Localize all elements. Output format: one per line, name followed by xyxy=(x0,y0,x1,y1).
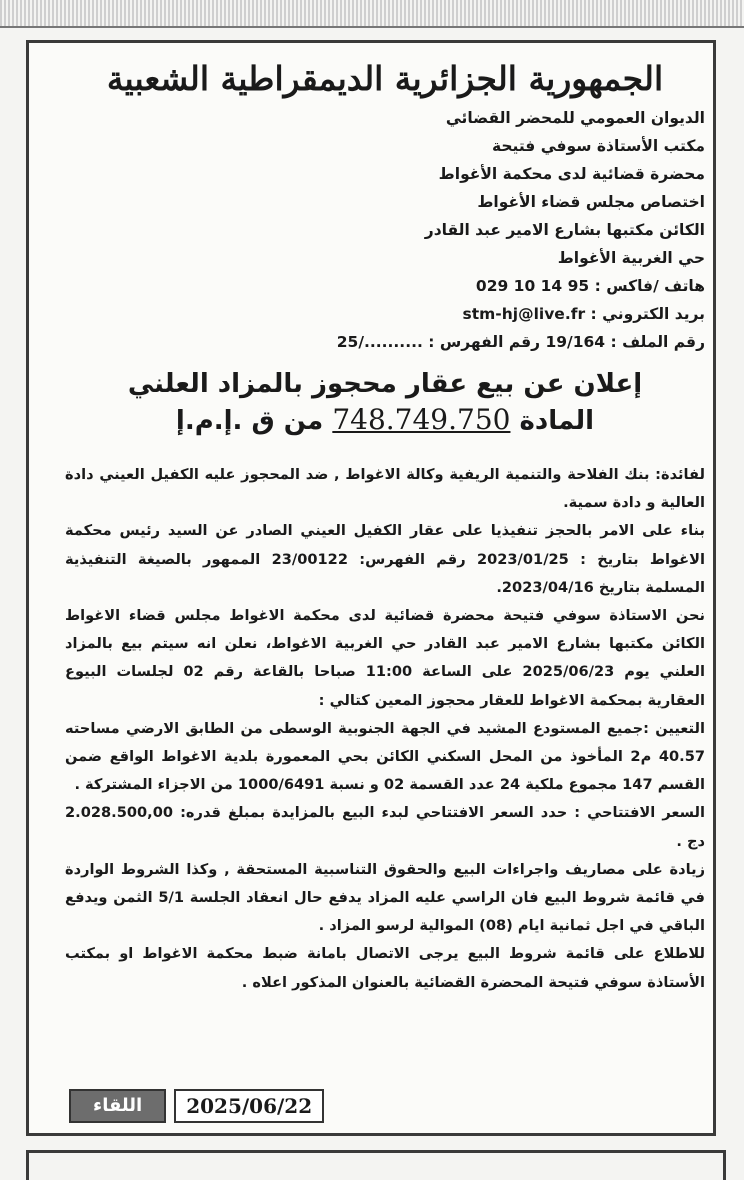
office-line-6: حي الغربية الأغواط xyxy=(557,249,705,267)
office-line-3: محضرة قضائية لدى محكمة الأغواط xyxy=(438,165,705,183)
body-paragraph-order: بناء على الامر بالحجز تنفيذيا على عقار الكفيل العيني الصادر عن السيد رئيس محكمة الاغواط بتاريخ : 2023/01/25 رقم الفهرس: 23/00122 الممهور بالصيغة التنفيذية المسلمة بتاريخ 2023/04/16. xyxy=(65,522,705,596)
phone-label: هاتف /فاكس : xyxy=(594,277,705,295)
email-line xyxy=(65,300,705,328)
email-label: بريد الكتروني : xyxy=(590,305,705,323)
phone-line xyxy=(65,272,705,300)
file-label: رقم الملف : xyxy=(610,333,705,351)
office-line-1: الديوان العمومي للمحضر القضائي xyxy=(445,109,705,127)
body-paragraph-beneficiary: لفائدة: بنك الفلاحة والتنمية الريفية وكالة الاغواط , ضد المحجوز عليه الكفيل العيني دادة العالية و دادة سمية. xyxy=(65,466,705,512)
article-number: 748.749.750 xyxy=(332,403,511,436)
publication-date: 2025/06/22 xyxy=(174,1089,324,1123)
office-line-2: مكتب الأستاذة سوفي فتيحة xyxy=(491,137,705,155)
body-paragraph-contact: للاطلاع على قائمة شروط البيع يرجى الاتصال بامانة ضبط محكمة الاغواط او بمكتب الأستاذة سوفي فتيحة المحضرة القضائية بالعنوان المذكور اعلاه . xyxy=(65,945,705,991)
body-paragraph-designation: التعيين :جميع المستودع المشيد في الجهة الجنوبية الوسطى من الطابق الارضي مساحته 40.57 م2 المأخوذ من المحل السكني الكائن بحي المعمورة بلدية الاغواط الواقع ضمن القسم 147 مجموع ملكية 24 عدد القسمة 02 و نسبة 1000/6491 من الاجزاء المشتركة . xyxy=(65,719,706,794)
publication-footer xyxy=(69,1089,324,1123)
index-label: رقم الفهرس : xyxy=(428,333,541,351)
republic-title: الجمهورية الجزائرية الديمقراطية الشعبية xyxy=(106,59,664,98)
office-line-4: اختصاص مجلس قضاء الأغواط xyxy=(477,193,705,211)
body-paragraph-auction: نحن الاستاذة سوفي فتيحة محضرة قضائية لدى محكمة الاغواط مجلس قضاء الاغواط الكائن مكتبها بشارع الامير عبد القادر حي الغربية الاغواط، نعلن انه سيتم بيع بالمزاد العلني يوم 2025/06/23 على الساعة 11:00 صباحا بالقاعة رقم 02 لجلسات البيوع العقارية بمحكمة الاغواط للعقار محجوز المعين كتالي : xyxy=(65,607,705,709)
body-paragraph-fees: زيادة على مصاريف واجراءات البيع والحقوق التناسبية المستحقة , وكذا الشروط الواردة في قائمة شروط البيع فان الراسي عليه المزاد يدفع حال انعقاد الجلسة 5/1 الثمن ويدفع الباقي في اجل ثمانية ايام (08) الموالية لرسو المزاد . xyxy=(65,860,705,935)
email-value: stm-hj@live.fr xyxy=(462,305,586,323)
announcement-frame xyxy=(26,40,716,1136)
body-paragraph-price: السعر الافتتاحي : حدد السعر الافتتاحي لبدء البيع بالمزايدة بمبلغ قدره: 2.028.500,00 دج . xyxy=(65,804,705,850)
next-notice-edge xyxy=(26,1150,726,1180)
article-label: المادة xyxy=(519,406,595,436)
top-rule xyxy=(0,0,744,28)
newspaper-name: اللقاء xyxy=(69,1089,166,1123)
index-value: 25/.......... xyxy=(336,333,423,351)
file-line xyxy=(65,328,705,356)
announcement-content xyxy=(65,55,705,997)
article-reference xyxy=(65,402,705,439)
office-line-5: الكائن مكتبها بشارع الامير عبد القادر xyxy=(424,221,705,239)
announcement-body xyxy=(65,461,705,997)
announcement-title: إعلان عن بيع عقار محجوز بالمزاد العلني xyxy=(127,369,643,399)
phone-value: 029 10 14 95 xyxy=(475,277,590,295)
article-suffix: من ق .إ.م.إ xyxy=(175,406,324,436)
file-value: 19/164 xyxy=(545,333,606,351)
